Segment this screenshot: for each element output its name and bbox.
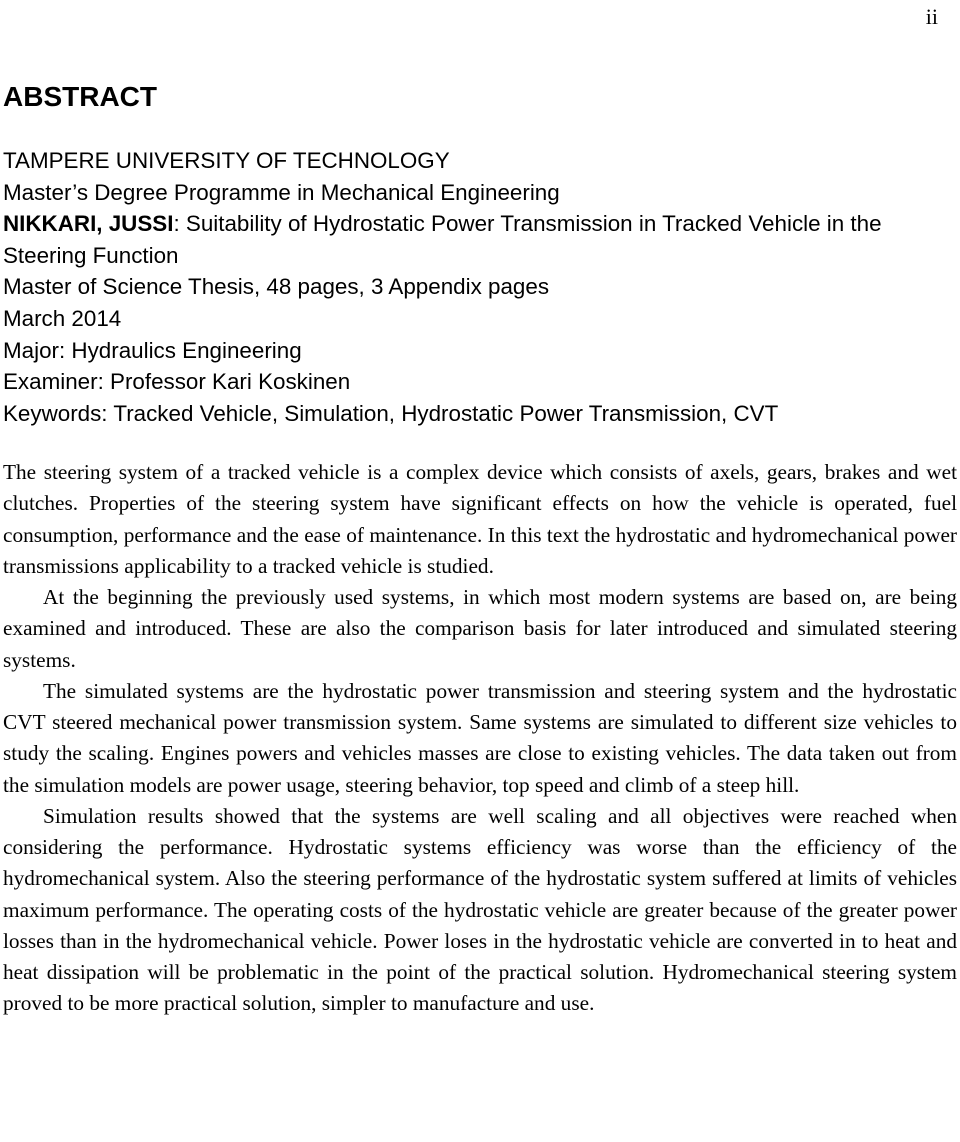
abstract-paragraph: The steering system of a tracked vehicle is a complex device which consists of axels, gears, brakes and wet clutches. Properties of the steering system have significant effects on how the vehicle is operated, fuel consumption, performance and the ease of maintenance. In this text the hydrostatic and hydromechanical power transmissions applicability to a tracked vehicle is studied. — [3, 460, 957, 578]
university-name: TAMPERE UNIVERSITY OF TECHNOLOGY — [3, 148, 450, 173]
thesis-major: Major: Hydraulics Engineering — [3, 337, 302, 363]
abstract-body — [3, 457, 957, 1020]
thesis-keywords: Keywords: Tracked Vehicle, Simulation, Hydrostatic Power Transmission, CVT — [3, 400, 779, 426]
abstract-paragraph: Simulation results showed that the systems are well scaling and all objectives were reached when considering the performance. Hydrostatic systems efficiency was worse than the efficiency of the hydromechanical system. Also the steering performance of the hydrostatic system suffered at limits of vehicles maximum performance. The operating costs of the hydrostatic vehicle are greater because of the greater power losses than in the hydromechanical vehicle. Power loses in the hydrostatic vehicle are converted in to heat and heat dissipation will be problematic in the point of the practical solution. Hydromechanical steering system proved to be more practical solution, simpler to manufacture and use. — [3, 803, 957, 1016]
thesis-metadata — [3, 145, 958, 429]
author-and-title — [3, 208, 958, 271]
abstract-paragraph: At the beginning the previously used systems, in which most modern systems are based on, are being examined and introduced. These are also the comparison basis for later introduced and simulated steering systems. — [3, 585, 957, 672]
thesis-info: Master of Science Thesis, 48 pages, 3 Appendix pages — [3, 274, 550, 300]
thesis-examiner: Examiner: Professor Kari Koskinen — [3, 369, 351, 395]
abstract-paragraph: The simulated systems are the hydrostatic power transmission and steering system and the hydrostatic CVT steered mechanical power transmission system. Same systems are simulated to different size vehicles to study the scaling. Engines powers and vehicles masses are close to existing vehicles. The data taken out from the simulation models are power usage, steering behavior, top speed and climb of a steep hill. — [3, 678, 957, 797]
thesis-title: : Suitability of Hydrostatic Power Transmission in Tracked Vehicle in the Steering Function — [3, 211, 882, 268]
degree-programme: Master’s Degree Programme in Mechanical Engineering — [3, 179, 560, 205]
author-name: NIKKARI, JUSSI — [3, 211, 174, 237]
page-title: ABSTRACT — [3, 81, 157, 112]
page-number: ii — [925, 4, 938, 29]
thesis-date: March 2014 — [3, 305, 122, 331]
